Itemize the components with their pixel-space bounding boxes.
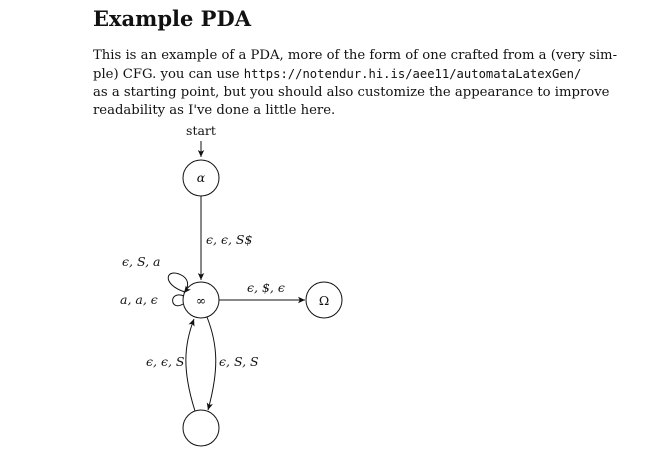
paragraph-line-1: This is an example of a PDA, more of the form of one crafted from a (very sim- [93,48,618,63]
state-omega-label: Ω [318,293,330,308]
state-alpha [183,160,219,196]
edge-infinity-omega-label: ϵ, $, ϵ [247,280,285,295]
paragraph-line-3: as a starting point, but you should also customize the appearance to improve [93,85,610,100]
edge-loop-left [173,295,184,306]
state-infinity [183,282,219,318]
edge-bottom-infinity [186,319,195,411]
start-label: start [186,123,216,138]
edge-infinity-bottom [207,317,216,410]
state-omega [306,282,342,318]
edge-loop-top-label: ϵ, S, a [122,254,161,269]
edge-loop-left-label: a, a, ϵ [120,292,158,307]
page-title: Example PDA [93,6,251,31]
paragraph-line-2-text: ple) CFG. you can use [93,67,244,82]
edge-infinity-bottom-label: ϵ, S, S [219,354,259,369]
generator-url: https://notendur.hi.is/aee11/automataLatexGen/ [243,67,582,81]
edge-bottom-infinity-label: ϵ, ϵ, S [146,354,185,369]
state-alpha-label: α [196,170,206,185]
edge-loop-top [168,273,187,293]
edge-alpha-infinity-label: ϵ, ϵ, S$ [206,232,253,247]
state-infinity-label: ∞ [195,293,207,308]
state-bottom [183,410,219,446]
paragraph-line-4: readability as I've done a little here. [93,103,336,118]
